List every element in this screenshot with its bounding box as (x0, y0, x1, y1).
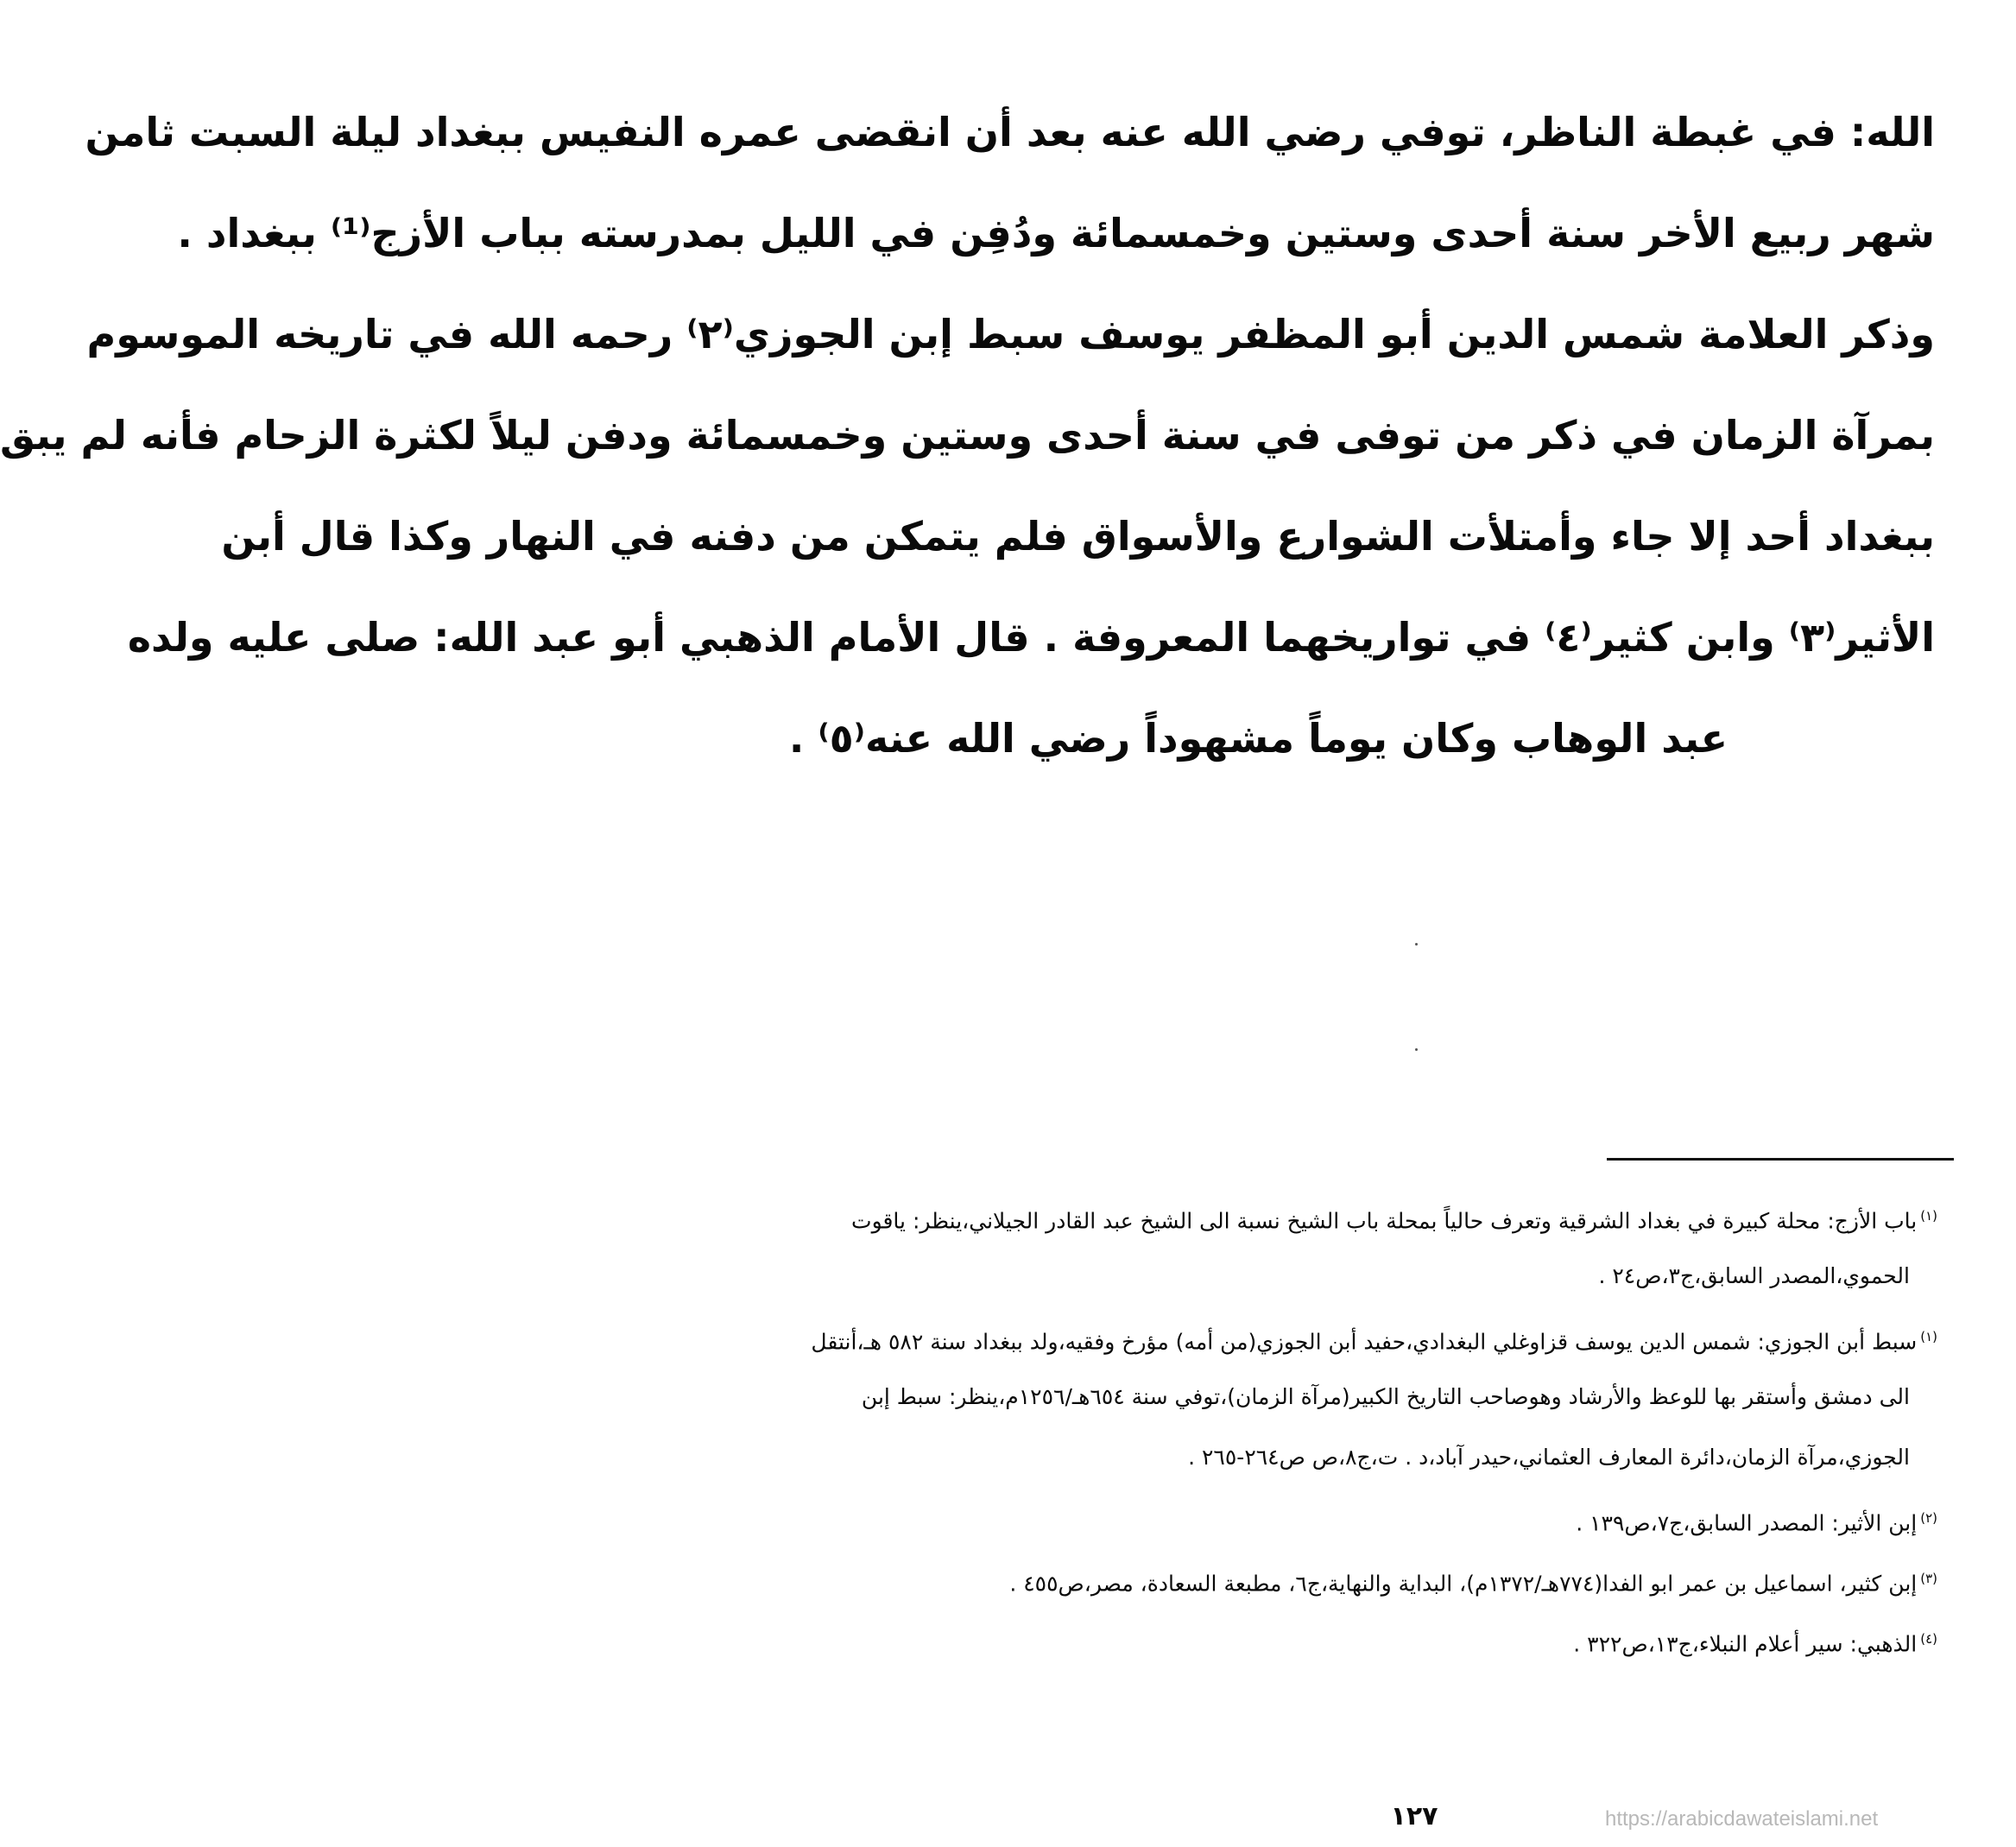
footnote-line: الحموي،المصدر السابق،ج٣،ص٢٤ . (1598, 1263, 1910, 1288)
body-line: الله: في غبطة الناظر، توفي رضي الله عنه بعد أن انقضى عمره النفيس ببغداد ليلة السبت ثامن (85, 109, 1935, 155)
footnote-line (888, 1609, 1937, 1669)
footnote-marker: (٤) (1920, 1631, 1937, 1647)
body-line: شهر ربيع الأخر سنة أحدى وستين وخمسمائة ودُفِن في الليل بمدرسته بباب الأزج⁽¹⁾ ببغداد . (177, 210, 1935, 256)
body-line: ببغداد أحد إلا جاء وأمتلأت الشوارع والأسواق فلم يتمكن من دفنه في النهار وكذا قال أبن (221, 513, 1935, 560)
watermark: https://arabicdawateislami.net (1605, 1807, 1879, 1831)
body-line: بمرآة الزمان في ذكر من توفى في سنة أحدى وستين وخمسمائة ودفن ليلاً لكثرة الزحام فأنه لم يبق (0, 412, 1935, 459)
body-text (0, 82, 1935, 789)
footnote-line (851, 1186, 1937, 1246)
scan-speck (1415, 1048, 1418, 1051)
footnote-marker: (٢) (1920, 1510, 1937, 1526)
footnote-text: سبط أبن الجوزي: شمس الدين يوسف قزاوغلي البغدادي،حفيد أبن الجوزي(من أمه) مؤرخ وفقيه،ولد ببغداد سنة ٥٨٢ هـ،أنتقل (811, 1329, 1918, 1355)
footnote-marker: (١) (1920, 1329, 1937, 1344)
footnote-line (888, 1488, 1937, 1548)
body-line: الأثير⁽٣⁾ وابن كثير⁽٤⁾ في تواريخهما المعروفة . قال الأمام الذهبي أبو عبد الله: صلى عليه ولده (127, 614, 1935, 661)
footnote-line: الجوزي،مرآة الزمان،دائرة المعارف العثماني،حيدر آباد،د . ت،ج٨،ص ص٢٦٤-٢٦٥ . (1188, 1445, 1910, 1470)
footnotes (811, 1186, 1937, 1669)
footnote-text: إبن الأثير: المصدر السابق،ج٧،ص١٣٩ . (1576, 1510, 1918, 1536)
footnote (851, 1186, 1937, 1306)
footnote (888, 1548, 1937, 1609)
page-number: ١٢٧ (1390, 1801, 1438, 1831)
footnote-separator (1607, 1158, 1954, 1161)
footnote-line (811, 1306, 1937, 1367)
footnote (888, 1488, 1937, 1548)
footnote-line (888, 1548, 1937, 1609)
footnote-marker: (١) (1920, 1208, 1937, 1224)
footnote (811, 1306, 1937, 1488)
footnote-line: الى دمشق وأستقر بها للوعظ والأرشاد وهوصاحب التاريخ الكبير(مرآة الزمان)،توفي سنة ٦٥٤هـ/١٢٥٦م،ينظر: سبط إبن (861, 1384, 1910, 1409)
body-line: وذكر العلامة شمس الدين أبو المظفر يوسف سبط إبن الجوزي⁽٢⁾ رحمه الله في تاريخه الموسوم (86, 311, 1935, 357)
footnote-marker: (٣) (1920, 1571, 1937, 1586)
footnote (888, 1609, 1937, 1669)
body-line: عبد الوهاب وكان يوماً مشهوداً رضي الله عنه⁽٥⁾ . (788, 715, 1728, 762)
footnote-text: باب الأزج: محلة كبيرة في بغداد الشرقية وتعرف حالياً بمحلة باب الشيخ نسبة الى الشيخ عبد القادر الجيلاني،ينظر: ياقوت (851, 1208, 1918, 1234)
footnote-text: إبن كثير، اسماعيل بن عمر ابو الفدا(٧٧٤هـ/١٣٧٢م)، البداية والنهاية،ج٦، مطبعة السعادة، مصر،ص٤٥٥ . (1009, 1571, 1918, 1597)
footnote-text: الذهبي: سير أعلام النبلاء،ج١٣،ص٣٢٢ . (1573, 1631, 1918, 1657)
scan-speck (1415, 943, 1418, 946)
